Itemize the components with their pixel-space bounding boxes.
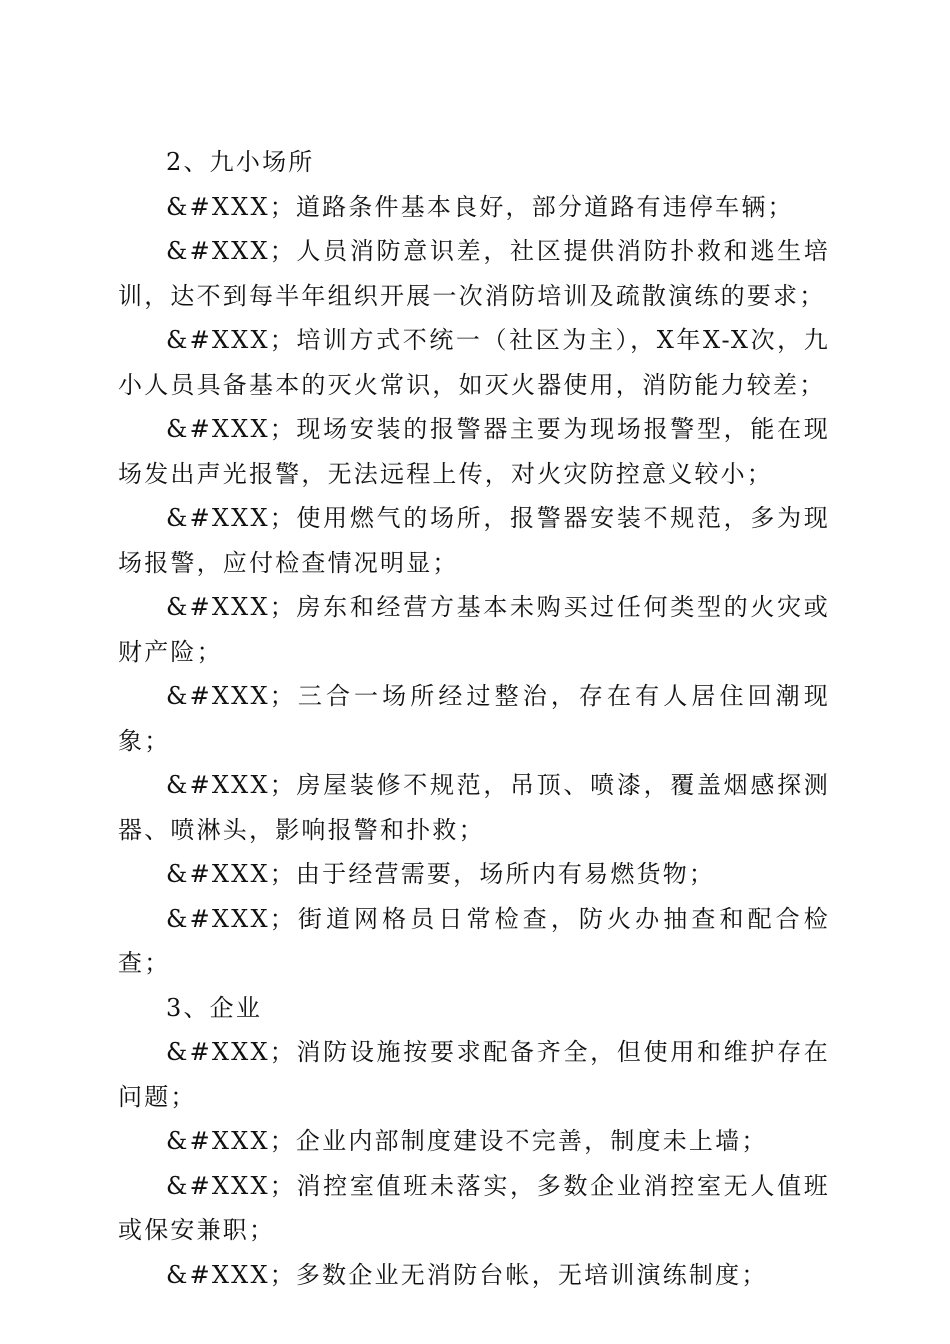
paragraph: &#XXX；企业内部制度建设不完善，制度未上墙；: [166, 1127, 768, 1155]
paragraph: &#XXX；消控室值班未落实，多数企业消控室无人值班或保安兼职；: [118, 1171, 830, 1244]
paragraph: &#XXX；现场安装的报警器主要为现场报警型，能在现场发出声光报警，无法远程上传，对火灾防控意义较小；: [118, 415, 830, 488]
paragraph: &#XXX；道路条件基本良好，部分道路有违停车辆；: [166, 192, 794, 221]
paragraph: &#XXX；人员消防意识差，社区提供消防扑救和逃生培训，达不到每半年组织开展一次消防培训及疏散演练的要求；: [118, 237, 830, 310]
paragraph: &#XXX；多数企业无消防台帐，无培训演练制度；: [166, 1260, 768, 1289]
section-heading-enterprises: 3、企业: [166, 993, 263, 1022]
paragraph: &#XXX；街道网格员日常检查，防火办抽查和配合检查；: [118, 904, 830, 977]
paragraph: &#XXX；消防设施按要求配备齐全，但使用和维护存在问题；: [118, 1038, 830, 1111]
paragraph: &#XXX；使用燃气的场所，报警器安装不规范，多为现场报警，应付检查情况明显；: [118, 504, 830, 577]
paragraph: &#XXX；培训方式不统一（社区为主），X年X-X次，九小人员具备基本的灭火常识，如灭火器使用，消防能力较差；: [118, 326, 830, 399]
paragraph: &#XXX；由于经营需要，场所内有易燃货物；: [166, 860, 716, 888]
paragraph: &#XXX；房屋装修不规范，吊顶、喷漆，覆盖烟感探测器、喷淋头，影响报警和扑救；: [118, 771, 830, 844]
document-body: [118, 140, 830, 1297]
paragraph: &#XXX；三合一场所经过整治，存在有人居住回潮现象；: [118, 682, 830, 755]
section-heading-nine-small-venues: 2、九小场所: [166, 148, 315, 176]
paragraph: &#XXX；房东和经营方基本未购买过任何类型的火灾或财产险；: [118, 593, 830, 666]
